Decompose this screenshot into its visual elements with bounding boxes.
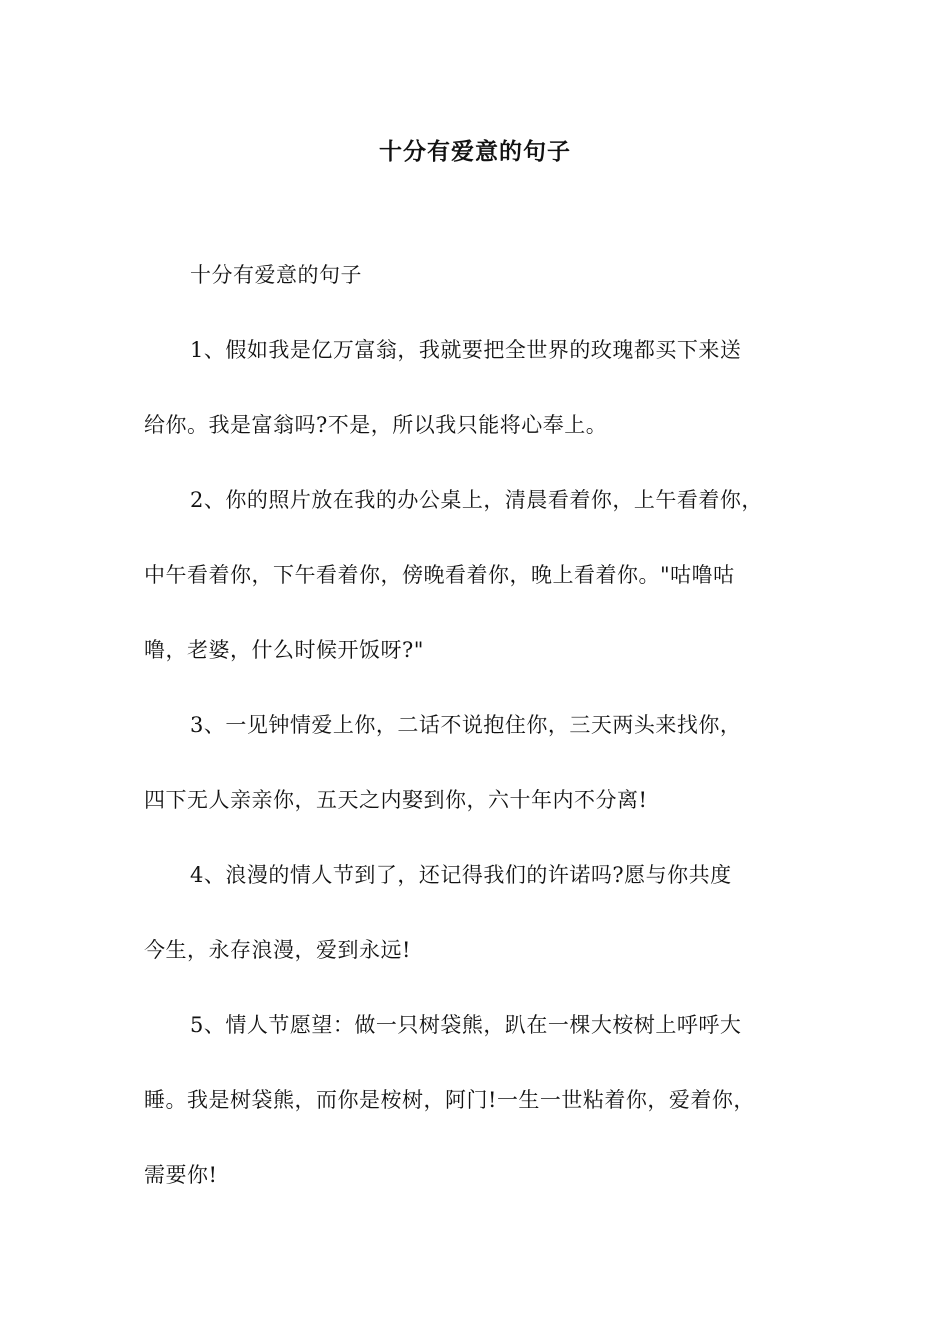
item-2-line-2: 中午看着你，下午看着你，傍晚看着你，晚上看着你。"咕噜咕: [144, 563, 735, 587]
item-2-line-3: 噜，老婆，什么时候开饭呀?": [144, 638, 424, 662]
item-1-line-1: 1、假如我是亿万富翁，我就要把全世界的玫瑰都买下来送: [190, 338, 742, 362]
item-3-line-2: 四下无人亲亲你，五天之内娶到你，六十年内不分离!: [144, 788, 648, 812]
item-3-line-1: 3、一见钟情爱上你，二话不说抱住你，三天两头来找你，: [190, 713, 742, 737]
document-title: 十分有爱意的句子: [379, 138, 571, 165]
item-1-line-2: 给你。我是富翁吗?不是，所以我只能将心奉上。: [144, 413, 608, 437]
item-4-line-1: 4、浪漫的情人节到了，还记得我们的许诺吗?愿与你共度: [190, 863, 732, 887]
item-5-line-1: 5、情人节愿望：做一只树袋熊，趴在一棵大桉树上呼呼大: [190, 1013, 742, 1037]
subtitle-line: 十分有爱意的句子: [190, 263, 362, 287]
document-body: [144, 256, 844, 1231]
item-5-line-2: 睡。我是树袋熊，而你是桉树，阿门!一生一世粘着你，爱着你，: [144, 1088, 755, 1112]
item-2-line-1: 2、你的照片放在我的办公桌上，清晨看着你，上午看着你，: [190, 488, 763, 512]
item-4-line-2: 今生，永存浪漫，爱到永远!: [144, 938, 411, 962]
item-5-line-3: 需要你!: [144, 1163, 218, 1187]
